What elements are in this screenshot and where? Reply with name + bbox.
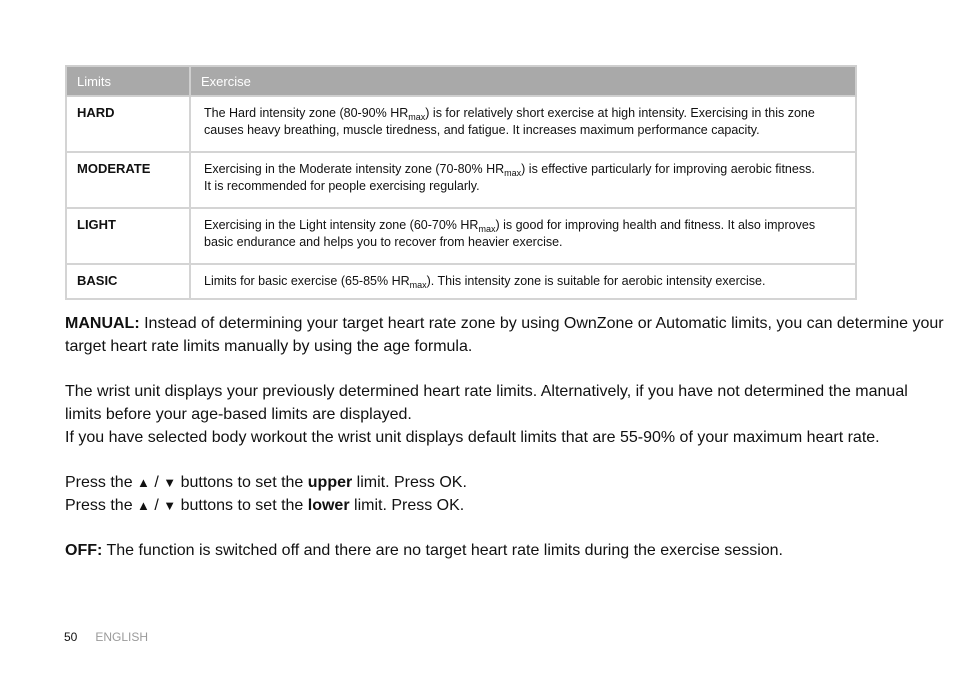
- table-row: [66, 152, 856, 208]
- upper-limit-instruction: Press the ▲ / ▼ buttons to set the upper limit. Press OK.: [65, 474, 467, 491]
- up-arrow-icon: ▲: [137, 475, 150, 490]
- header-limits: Limits: [66, 66, 190, 96]
- page-number: 50: [64, 630, 78, 644]
- limit-name: MODERATE: [66, 152, 190, 208]
- limit-description: Limits for basic exercise (65-85% $HR_{max}$). This intensity zone is suitable for aerobic intensity exercise.: [190, 264, 856, 299]
- off-paragraph: OFF: The function is switched off and there are no target heart rate limits during the exercise session.: [65, 542, 783, 559]
- limits-table: [65, 65, 857, 300]
- limit-name: HARD: [66, 96, 190, 152]
- off-label: OFF:: [65, 542, 103, 559]
- lower-limit-instruction: Press the ▲ / ▼ buttons to set the lower limit. Press OK.: [65, 497, 465, 514]
- table-row: [66, 264, 856, 299]
- table-row: [66, 208, 856, 264]
- manual-paragraph: MANUAL: Instead of determining your target heart rate zone by using OwnZone or Automatic limits, you can determine your target heart rate limits manually by using the age formula.: [65, 315, 944, 355]
- down-arrow-icon: ▼: [163, 475, 177, 490]
- header-exercise: Exercise: [190, 66, 856, 96]
- manual-label: MANUAL:: [65, 315, 140, 332]
- wrist-unit-paragraph: The wrist unit displays your previously determined heart rate limits. Alternatively, if you have not determined the manual limits before your age-based limits are displayed. If you have selected body workout the wrist unit displays default limits that are 55-90% of your maximum heart rate.: [65, 383, 908, 446]
- limit-description: Exercising in the Moderate intensity zone (70-80% $HR_{max}$) is effective particularly for improving aerobic fitness. It is recommended for people exercising regularly.: [190, 152, 856, 208]
- limit-name: LIGHT: [66, 208, 190, 264]
- table-row: [66, 96, 856, 152]
- limit-description: The Hard intensity zone (80-90% $HR_{max}$) is for relatively short exercise at high intensity. Exercising in this zone causes heavy breathing, muscle tiredness, and fatigue. It increases maximum performance capacity.: [190, 96, 856, 152]
- language-label: ENGLISH: [95, 630, 149, 644]
- up-arrow-icon: ▲: [137, 498, 150, 513]
- page-footer: [64, 630, 148, 644]
- button-instructions: [65, 471, 865, 517]
- limit-description: Exercising in the Light intensity zone (60-70% $HR_{max}$) is good for improving health and fitness. It also improves basic endurance and helps you to recover from heavier exercise.: [190, 208, 856, 264]
- limit-name: BASIC: [66, 264, 190, 299]
- table-header-row: [66, 66, 856, 96]
- down-arrow-icon: ▼: [163, 498, 177, 513]
